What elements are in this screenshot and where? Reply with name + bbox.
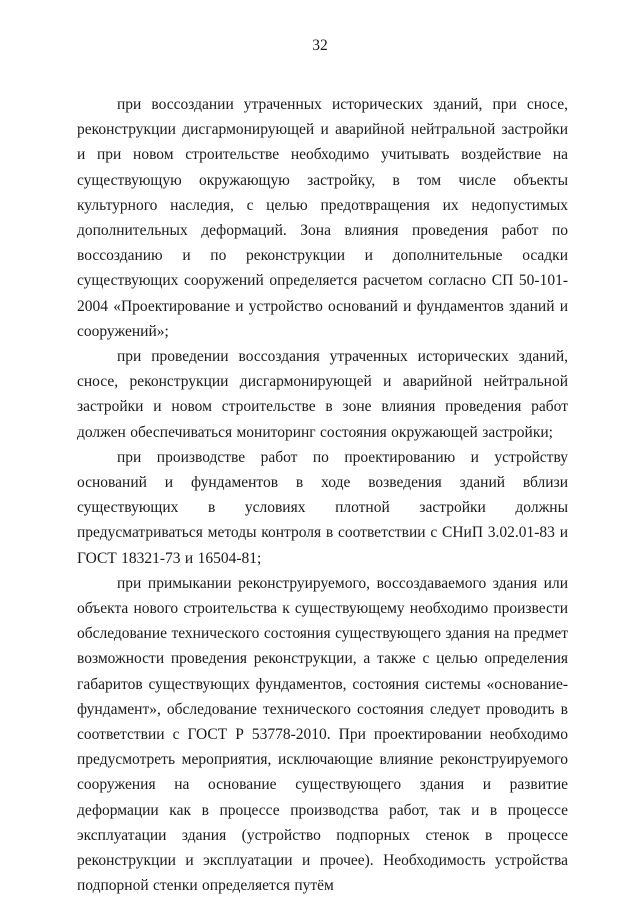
page-number: 32 <box>312 37 328 54</box>
paragraph-foundation-control: при производстве работ по проектированию и устройству оснований и фундаментов в ходе возведения зданий вблизи существующих в условиях плотной застройки должны предусматриваться методы контроля в соответствии с СНиП 3.02.01-83 и ГОСТ 18321-73 и 16504-81; <box>77 448 568 567</box>
paragraph-demolition-impact: при воссоздании утраченных исторических зданий, при сносе, реконструкции дисгармонирующей и аварийной нейтральной застройки и при новом строительстве необходимо учитывать воздействие на существующую окружающую застройку, в том числе объекты культурного наследия, с целью предотвращения их недопустимых дополнительных деформаций. Зона влияния проведения работ по воссозданию и по реконструкции и дополнительные осадки существующих сооружений определяется расчетом согласно СП 50-101-2004 «Проектирование и устройство оснований и фундаментов зданий и сооружений»; <box>77 96 568 340</box>
paragraph-adjacent-building-survey: при примыкании реконструируемого, воссоздаваемого здания или объекта нового строительства к существующему необходимо произвести обследование технического состояния существующего здания на предмет возможности проведения реконструкции, а также с целью определения габаритов существующих фундаментов, состояния системы «основание-фундамент», обследование технического состояния следует проводить в соответствии с ГОСТ Р 53778-2010. При проектировании необходимо предусмотреть мероприятия, исключающие влияние реконструируемого сооружения на основание существующего здания и развитие деформации как в процессе производства работ, так и в процессе эксплуатации здания (устройство подпорных стенок в процессе реконструкции и эксплуатации и прочее). Необходимость устройства подпорной стенки определяется путём <box>77 574 568 895</box>
document-body <box>77 92 568 899</box>
paragraph-monitoring: при проведении воссоздания утраченных исторических зданий, сносе, реконструкции дисгармонирующей и аварийной нейтральной застройки и новом строительстве в зоне влияния проведения работ должен обеспечиваться мониторинг состояния окружающей застройки; <box>77 348 568 441</box>
